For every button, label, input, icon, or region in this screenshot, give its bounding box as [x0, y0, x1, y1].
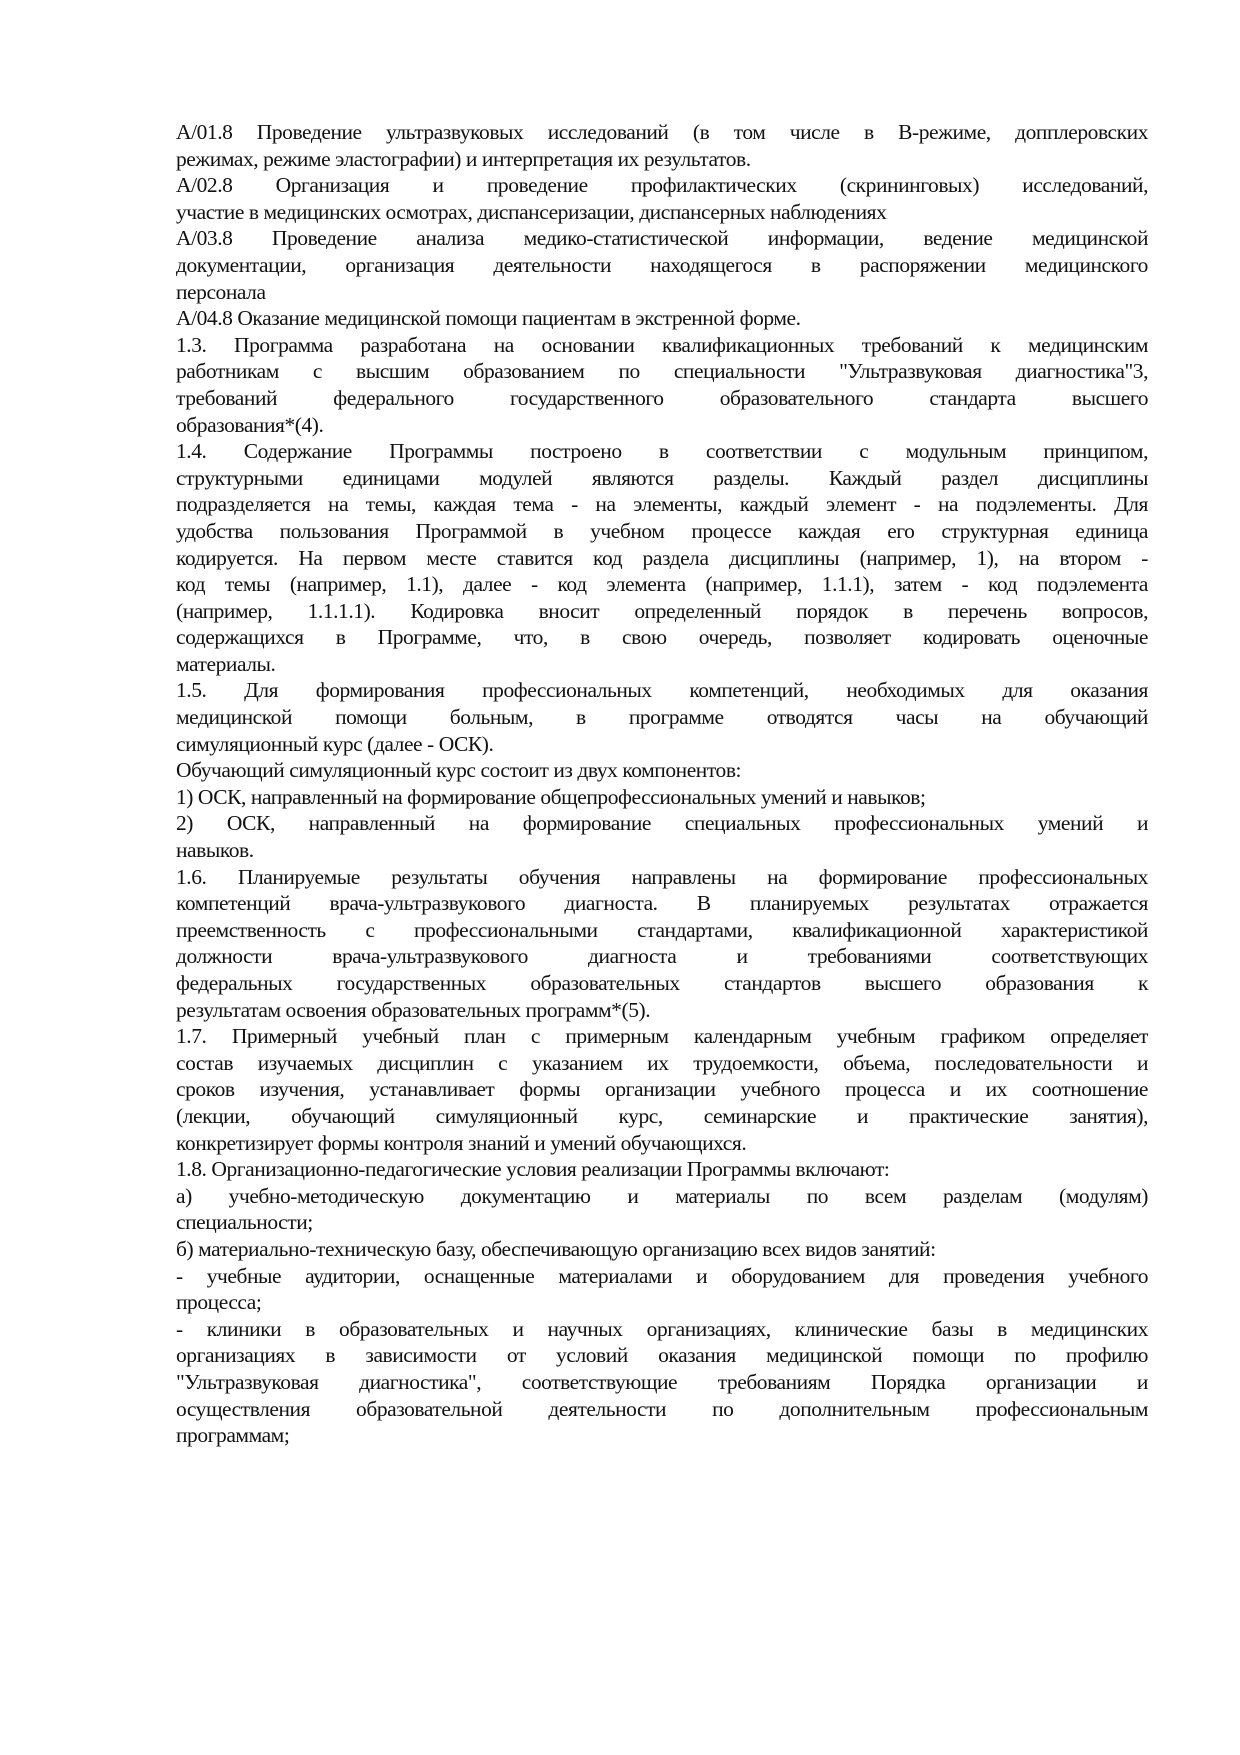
paragraph-p18b — [176, 1236, 1148, 1263]
text-line: б) материально-техническую базу, обеспечивающую организацию всех видов занятий: — [176, 1236, 936, 1261]
paragraph-p18a — [176, 1183, 1148, 1236]
paragraph-p18 — [176, 1156, 1148, 1183]
text-line: "Ультразвуковая диагностика", соответствующие требованиям Порядка организации и — [176, 1369, 1148, 1394]
text-line: 1.6. Планируемые результаты обучения направлены на формирование профессиональных — [176, 864, 1148, 889]
text-line: удобства пользования Программой в учебном процессе каждая его структурная единица — [176, 518, 1148, 543]
text-line: 1.3. Программа разработана на основании квалификационных требований к медицинским — [176, 332, 1148, 357]
text-line: а) учебно-методическую документацию и материалы по всем разделам (модулям) — [176, 1183, 1148, 1208]
text-line: А/01.8 Проведение ультразвуковых исследований (в том числе в В-режиме, допплеровских — [176, 120, 1148, 144]
text-line: (лекции, обучающий симуляционный курс, семинарские и практические занятия), — [176, 1103, 1148, 1128]
paragraph-osk-2 — [176, 810, 1148, 863]
paragraph-p17 — [176, 1023, 1148, 1156]
text-line: материалы. — [176, 651, 276, 676]
text-line: Обучающий симуляционный курс состоит из двух компонентов: — [176, 758, 742, 783]
text-line: персонала — [176, 279, 266, 304]
paragraph-a048 — [176, 305, 1148, 332]
text-line: преемственность с профессиональными стандартами, квалификационной характеристикой — [176, 917, 1148, 942]
paragraph-osk-intro — [176, 757, 1148, 784]
text-line: 1.5. Для формирования профессиональных компетенций, необходимых для оказания — [176, 678, 1148, 703]
text-line: А/02.8 Организация и проведение профилактических (скрининговых) исследований, — [176, 173, 1148, 198]
text-line: должности врача-ультразвукового диагноста и требованиями соответствующих — [176, 944, 1148, 969]
paragraph-p16 — [176, 864, 1148, 1024]
text-line: образования*(4). — [176, 412, 324, 437]
text-line: организациях в зависимости от условий оказания медицинской помощи по профилю — [176, 1343, 1148, 1368]
text-line: работникам с высшим образованием по специальности "Ультразвуковая диагностика"3, — [176, 359, 1148, 384]
text-line: документации, организация деятельности находящегося в распоряжении медицинского — [176, 252, 1148, 277]
text-line: (например, 1.1.1.1). Кодировка вносит определенный порядок в перечень вопросов, — [176, 598, 1148, 623]
text-line: 2) ОСК, направленный на формирование специальных профессиональных умений и — [176, 811, 1148, 836]
text-line: 1.8. Организационно-педагогические условия реализации Программы включают: — [176, 1157, 890, 1182]
text-line: специальности; — [176, 1210, 313, 1235]
text-line: структурными единицами модулей являются разделы. Каждый раздел дисциплины — [176, 465, 1148, 490]
text-line: 1) ОСК, направленный на формирование общепрофессиональных умений и навыков; — [176, 784, 926, 809]
paragraph-a038 — [176, 225, 1148, 305]
text-line: А/04.8 Оказание медицинской помощи пациентам в экстренной форме. — [176, 306, 801, 331]
text-line: сроков изучения, устанавливает формы организации учебного процесса и их соотношение — [176, 1077, 1148, 1102]
text-line: 1.7. Примерный учебный план с примерным календарным учебным графиком определяет — [176, 1024, 1148, 1049]
text-line: медицинской помощи больным, в программе отводятся часы на обучающий — [176, 705, 1148, 730]
text-line: осуществления образовательной деятельности по дополнительным профессиональным — [176, 1396, 1148, 1421]
text-line: участие в медицинских осмотрах, диспансеризации, диспансерных наблюдениях — [176, 199, 887, 224]
document-page — [176, 119, 1148, 1449]
paragraph-p14 — [176, 438, 1148, 677]
text-line: требований федерального государственного образовательного стандарта высшего — [176, 385, 1148, 410]
text-line: симуляционный курс (далее - ОСК). — [176, 731, 494, 756]
text-line: компетенций врача-ультразвукового диагноста. В планируемых результатах отражается — [176, 891, 1148, 916]
paragraph-p13 — [176, 332, 1148, 438]
text-line: А/03.8 Проведение анализа медико-статистической информации, ведение медицинской — [176, 226, 1148, 251]
text-line: - учебные аудитории, оснащенные материалами и оборудованием для проведения учебного — [176, 1263, 1148, 1288]
text-line: код темы (например, 1.1), далее - код элемента (например, 1.1.1), затем - код подэлемента — [176, 572, 1148, 597]
paragraph-a028 — [176, 172, 1148, 225]
text-line: кодируется. На первом месте ставится код раздела дисциплины (например, 1), на втором - — [176, 545, 1148, 570]
paragraph-p15 — [176, 677, 1148, 757]
text-line: режимах, режиме эластографии) и интерпретация их результатов. — [176, 146, 751, 171]
text-line: содержащихся в Программе, что, в свою очередь, позволяет кодировать оценочные — [176, 625, 1148, 650]
text-line: - клиники в образовательных и научных организациях, клинические базы в медицинских — [176, 1316, 1148, 1341]
text-line: федеральных государственных образовательных стандартов высшего образования к — [176, 971, 1148, 995]
paragraph-osk-1 — [176, 784, 1148, 811]
text-line: навыков. — [176, 838, 254, 863]
text-line: конкретизирует формы контроля знаний и умений обучающихся. — [176, 1130, 747, 1155]
paragraph-a018 — [176, 119, 1148, 172]
text-line: процесса; — [176, 1290, 262, 1315]
text-line: 1.4. Содержание Программы построено в соответствии с модульным принципом, — [176, 439, 1148, 464]
paragraph-p18b-1 — [176, 1263, 1148, 1316]
paragraph-p18b-2 — [176, 1316, 1148, 1449]
text-line: результатам освоения образовательных программ*(5). — [176, 997, 651, 1022]
text-line: подразделяется на темы, каждая тема - на элементы, каждый элемент - на подэлементы. Для — [176, 492, 1148, 517]
text-line: программам; — [176, 1423, 290, 1448]
text-line: состав изучаемых дисциплин с указанием их трудоемкости, объема, последовательности и — [176, 1050, 1148, 1075]
